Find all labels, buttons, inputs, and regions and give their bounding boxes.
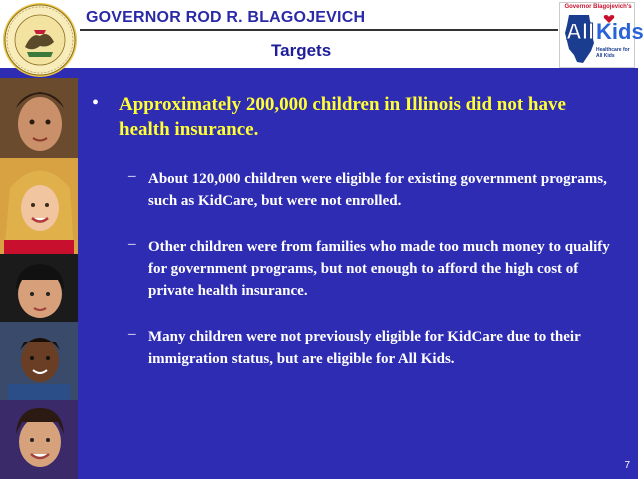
dash-icon: – [128,168,136,184]
sub-bullet-text: Other children were from families who made too much money to qualify for government programs, but not enough to afford the high cost of private health insurance. [148,239,610,299]
header-bar [0,0,644,68]
dash-icon: – [128,326,136,342]
page-number: 7 [624,460,630,471]
logo-top-text: Governor Blagojevich's [564,4,632,10]
child-photo-4 [0,322,78,400]
main-bullet-text: Approximately 200,000 children in Illinois did not have health insurance. [119,94,566,140]
child-photo-5 [0,400,78,479]
child-photo-2 [0,158,78,254]
children-photo-strip [0,78,78,479]
all-kids-logo [559,2,644,68]
dash-icon: – [128,236,136,252]
child-photo-1 [0,78,78,158]
sub-bullet-text: About 120,000 children were eligible for existing government programs, such as KidCare, but were not enrolled. [148,171,607,209]
child-photo-3 [0,254,78,322]
logo-all-text: All [566,19,595,44]
header-rule [80,29,558,31]
sub-bullet-text: Many children were not previously eligible for KidCare due to their immigration status, but are eligible for All Kids. [148,329,581,367]
bullet-dot-icon: • [92,92,100,114]
illinois-seal-icon [2,2,78,78]
slide-title: Targets [271,41,332,60]
governor-name: GOVERNOR ROD R. BLAGOJEVICH [86,9,366,26]
logo-subtitle: Healthcare for All Kids [596,47,630,59]
logo-kids-text: Kids [596,19,644,44]
